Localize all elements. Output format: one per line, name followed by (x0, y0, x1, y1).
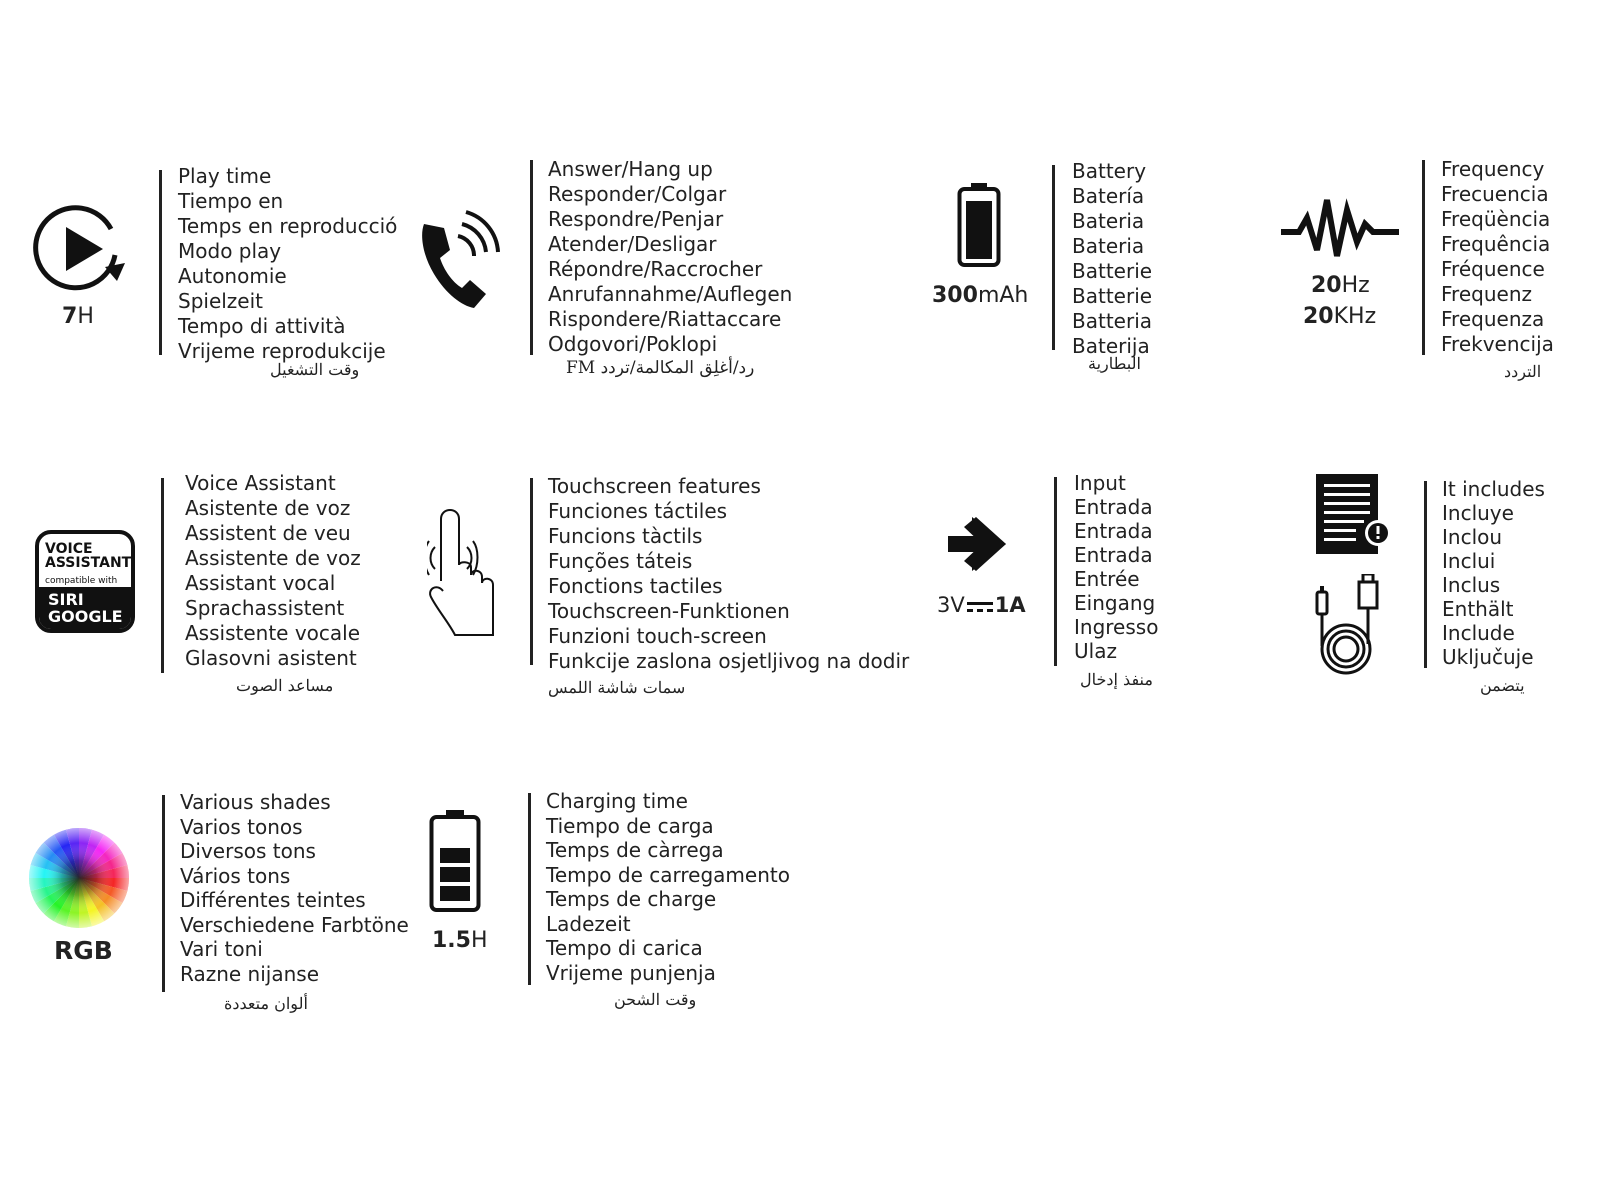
list-item: Frekvencija (1441, 332, 1554, 356)
badge-compat: compatible with (45, 576, 118, 586)
frequency-arabic: التردد (1504, 362, 1542, 381)
color-wheel-icon (27, 826, 131, 930)
list-item: Anrufannahme/Auflegen (548, 282, 793, 306)
badge-line: VOICE (45, 541, 93, 557)
phone-icon (418, 210, 503, 310)
list-item: Charging time (546, 789, 688, 813)
list-item: Inclui (1442, 549, 1496, 573)
answer-list (548, 157, 792, 357)
list-item: Différentes teintes (180, 888, 366, 912)
list-item: Varios tonos (180, 814, 303, 839)
play-time-unit: H (77, 304, 94, 329)
list-item: Glasovni asistent (185, 646, 357, 670)
list-item: Tempo di carica (546, 936, 703, 960)
charging-value (432, 928, 488, 953)
battery-number: 300 (932, 283, 978, 308)
list-item: Batteria (1072, 309, 1152, 333)
play-time-list (178, 164, 397, 364)
list-item: Frequência (1441, 232, 1551, 256)
badge-platforms (39, 587, 131, 629)
includes-list (1442, 477, 1545, 669)
list-item: Ladezeit (546, 911, 631, 936)
list-item: Vrijeme reprodukcije (178, 339, 386, 363)
badge-line: ASSISTANT (45, 555, 132, 571)
frequency-high (1303, 304, 1376, 329)
list-item: Verschiedene Farbtöne (180, 912, 409, 937)
list-item: Spielzeit (178, 289, 264, 313)
charging-list (546, 789, 790, 985)
frequency-high-number: 20 (1303, 304, 1334, 329)
usb-cable-icon (1313, 574, 1383, 676)
list-item: Enthält (1442, 597, 1514, 621)
input-arabic: منفذ إدخال (1080, 670, 1153, 689)
battery-divider (1052, 165, 1055, 350)
play-time-arabic: وقت التشغيل (270, 360, 360, 379)
answer-arabic: رد/أغلِق المكالمة/تردد FM (566, 358, 755, 378)
includes-divider (1424, 481, 1427, 668)
battery-unit: mAh (977, 283, 1029, 308)
list-item: Rispondere/Riattaccare (548, 307, 782, 331)
touch-arabic: سمات شاشة اللمس (548, 678, 686, 697)
list-item: It includes (1442, 477, 1545, 501)
charging-arabic: وقت الشحن (614, 990, 697, 1009)
play-time-value (62, 304, 94, 329)
frequency-list (1441, 157, 1554, 357)
list-item: Various shades (180, 790, 331, 814)
list-item: Input (1074, 471, 1126, 495)
list-item: Atender/Desligar (548, 232, 717, 256)
list-item: Battery (1072, 159, 1147, 183)
frequency-divider (1422, 160, 1425, 355)
voice-assistant-title (45, 542, 131, 570)
list-item: Frecuencia (1441, 182, 1549, 206)
touch-list (548, 474, 909, 674)
list-item: Funkcije zaslona osjetljivog na dodir (548, 649, 910, 673)
list-item: Batterie (1072, 259, 1153, 283)
list-item: Tempo de carregamento (546, 862, 790, 887)
list-item: Freqüència (1441, 207, 1551, 231)
list-item: Vários tons (180, 863, 291, 888)
list-item: Assistente vocale (185, 621, 361, 645)
list-item: Fréquence (1441, 257, 1545, 281)
frequency-high-unit: KHz (1333, 304, 1377, 329)
list-item: Autonomie (178, 264, 287, 288)
list-item: Entrée (1074, 567, 1140, 591)
list-item: Temps de charge (546, 887, 717, 911)
waveform-icon (1281, 194, 1399, 260)
input-divider (1054, 477, 1057, 666)
list-item: Vrijeme punjenja (546, 960, 716, 985)
play-time-divider (159, 170, 162, 355)
charging-battery-icon (429, 810, 481, 912)
battery-list (1072, 159, 1152, 359)
list-item: Funcions tàctils (548, 524, 703, 548)
list-item: Frequenza (1441, 307, 1545, 331)
touch-divider (530, 478, 533, 665)
touch-finger-icon (427, 505, 499, 640)
list-item: Entrada (1074, 495, 1153, 519)
list-item: Modo play (178, 239, 282, 263)
frequency-low-number: 20 (1311, 273, 1342, 298)
list-item: Batterie (1072, 284, 1153, 308)
list-item: Fonctions tactiles (548, 574, 723, 598)
list-item: Play time (178, 164, 272, 188)
play-time-icon (33, 205, 128, 295)
list-item: Ingresso (1074, 615, 1159, 639)
input-volt: 3V (937, 593, 965, 617)
list-item: Razne nijanse (180, 961, 319, 986)
manual-document-icon (1316, 474, 1392, 556)
list-item: Inclou (1442, 525, 1503, 549)
list-item: Entrada (1074, 543, 1153, 567)
list-item: Répondre/Raccrocher (548, 257, 763, 281)
list-item: Odgovori/Poklopi (548, 332, 718, 356)
battery-value (932, 283, 1028, 308)
list-item: Bateria (1072, 234, 1145, 258)
frequency-low (1311, 273, 1370, 298)
list-item: Asistente de voz (185, 496, 351, 520)
battery-arabic: البطارية (1088, 354, 1141, 373)
includes-arabic: يتضمن (1480, 676, 1525, 695)
list-item: Funzioni touch-screen (548, 624, 767, 648)
rgb-arabic: ألوان متعددة (224, 994, 308, 1013)
answer-divider (530, 160, 533, 355)
list-item: Bateria (1072, 209, 1145, 233)
rgb-list (180, 790, 409, 986)
list-item: Incluye (1442, 501, 1514, 525)
list-item: Batería (1072, 184, 1145, 208)
charging-number: 1.5 (432, 928, 471, 953)
list-item: Frequency (1441, 157, 1545, 181)
frequency-low-unit: Hz (1341, 273, 1370, 298)
input-amp: 1A (994, 593, 1026, 617)
list-item: Funções táteis (548, 549, 693, 573)
badge-line: SIRI (48, 590, 84, 609)
list-item: Include (1442, 621, 1515, 645)
voice-arabic: مساعد الصوت (236, 676, 334, 695)
play-time-number: 7 (62, 304, 78, 329)
list-item: Funciones táctiles (548, 499, 728, 523)
rgb-divider (162, 795, 165, 992)
list-item: Eingang (1074, 591, 1156, 615)
list-item: Assistant vocal (185, 571, 336, 595)
list-item: Voice Assistant (185, 471, 336, 495)
input-list (1074, 471, 1158, 663)
voice-divider (161, 478, 164, 673)
list-item: Inclus (1442, 573, 1501, 597)
list-item: Tempo di attività (178, 314, 346, 338)
badge-line: GOOGLE (48, 607, 123, 626)
voice-assistant-badge (35, 530, 135, 633)
list-item: Assistent de veu (185, 521, 351, 545)
list-item: Entrada (1074, 519, 1153, 543)
list-item: Respondre/Penjar (548, 207, 724, 231)
list-item: Sprachassistent (185, 596, 345, 620)
charging-unit: H (470, 928, 488, 953)
charging-divider (528, 793, 531, 985)
list-item: Temps de càrrega (546, 838, 724, 862)
list-item: Frequenz (1441, 282, 1532, 306)
list-item: Answer/Hang up (548, 157, 713, 181)
list-item: Responder/Colgar (548, 182, 727, 206)
list-item: Tiempo en (178, 189, 284, 213)
arrow-right-icon (946, 513, 1008, 575)
list-item: Touchscreen features (548, 474, 761, 498)
list-item: Baterija (1072, 334, 1150, 358)
list-item: Ulaz (1074, 639, 1117, 663)
list-item: Diversos tons (180, 839, 316, 863)
list-item: Touchscreen-Funktionen (548, 599, 790, 623)
battery-icon (957, 183, 1001, 267)
dc-symbol-icon (967, 594, 993, 618)
rgb-label: RGB (54, 936, 113, 965)
voice-list (185, 471, 361, 671)
list-item: Uključuje (1442, 645, 1534, 669)
list-item: Assistente de voz (185, 546, 361, 570)
input-rating (937, 593, 1026, 618)
list-item: Tiempo de carga (546, 813, 714, 838)
list-item: Temps en reproducció (178, 214, 398, 238)
list-item: Vari toni (180, 937, 263, 961)
